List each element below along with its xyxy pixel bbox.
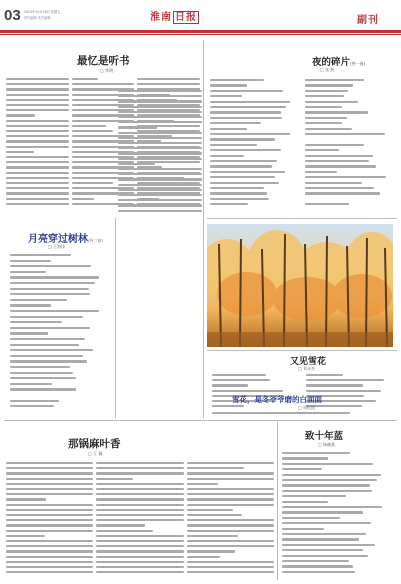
- text-line: [10, 276, 99, 278]
- text-line: [10, 254, 71, 256]
- text-line: [6, 192, 69, 194]
- text-line: [118, 137, 202, 139]
- text-line: [212, 412, 350, 414]
- text-line: [118, 168, 202, 170]
- article-body: [6, 462, 274, 580]
- text-line: [6, 203, 69, 205]
- header-red-rule: [0, 30, 401, 33]
- text-line: [210, 79, 264, 81]
- text-line: [96, 566, 183, 568]
- text-line: [118, 163, 155, 165]
- article-author: □ 杨晓燕: [318, 442, 336, 447]
- text-line: [305, 90, 349, 92]
- text-line: [6, 535, 45, 537]
- newspaper-logo: 淮南 日报: [150, 12, 197, 23]
- text-line: [6, 114, 35, 116]
- text-line: [305, 117, 347, 119]
- text-line: [305, 155, 373, 157]
- text-line: [212, 374, 266, 376]
- text-line: [6, 109, 69, 111]
- header-thin-rule: [0, 34, 401, 35]
- text-line: [282, 506, 382, 508]
- text-line: [118, 147, 202, 149]
- text-line: [118, 116, 202, 118]
- text-line: [6, 130, 69, 132]
- text-line: [306, 384, 364, 386]
- article-author: □ 王 薇: [88, 451, 103, 456]
- text-line: [96, 509, 183, 511]
- text-line: [187, 561, 274, 563]
- text-line: [118, 121, 202, 123]
- text-line: [282, 468, 322, 470]
- text-line: [10, 405, 54, 407]
- text-line: [10, 349, 93, 351]
- text-line: [282, 533, 366, 535]
- text-line: [10, 271, 46, 273]
- text-line: [6, 509, 93, 511]
- text-line: [72, 125, 107, 127]
- text-line: [210, 187, 264, 189]
- text-line: [6, 483, 93, 485]
- column-divider: [277, 422, 278, 580]
- text-line: [282, 457, 328, 459]
- text-line: [118, 210, 202, 212]
- text-line: [118, 142, 202, 144]
- text-line: [187, 504, 274, 506]
- text-line: [6, 104, 69, 106]
- text-line: [96, 524, 144, 526]
- text-line: [96, 519, 183, 521]
- text-line: [187, 483, 218, 485]
- text-line: [305, 95, 344, 97]
- text-line: [305, 84, 353, 86]
- text-line: [210, 144, 257, 146]
- text-line: [96, 561, 183, 563]
- text-line: [96, 556, 183, 558]
- text-line: [6, 151, 34, 153]
- trees-illustration: [207, 224, 393, 347]
- text-line: [6, 556, 93, 558]
- text-line: [10, 377, 76, 379]
- text-line: [210, 128, 247, 130]
- text-line: [6, 135, 69, 137]
- text-line: [6, 177, 69, 179]
- text-line: [282, 463, 373, 465]
- text-line: [305, 79, 364, 81]
- article-author: □ 王海涛: [48, 244, 66, 249]
- editor-line: 责任编辑 美术编辑: [24, 16, 51, 20]
- article-title: 最忆是听书: [77, 55, 130, 67]
- text-line: [187, 488, 274, 490]
- text-line: [187, 478, 274, 480]
- text-line: [6, 156, 69, 158]
- text-line: [305, 144, 364, 146]
- text-line: [96, 545, 183, 547]
- text-line: [6, 472, 93, 474]
- text-line: [187, 571, 274, 573]
- date-line: 2024年10月18日 星期五: [24, 10, 61, 14]
- text-line: [282, 528, 324, 530]
- poem-body: [10, 254, 112, 416]
- text-line: [210, 106, 286, 108]
- text-line: [305, 165, 376, 167]
- text-line: [305, 203, 349, 205]
- text-line: [118, 178, 202, 180]
- text-line: [96, 535, 183, 537]
- text-line: [210, 176, 275, 178]
- text-line: [72, 78, 98, 80]
- text-line: [96, 530, 153, 532]
- article-title: 致十年蓝: [305, 431, 344, 442]
- text-line: [6, 462, 93, 464]
- article-title: 夜的碎片(外一首): [312, 57, 366, 68]
- poem-body: [282, 452, 396, 580]
- page-number: 03: [4, 7, 21, 24]
- text-line: [282, 555, 368, 557]
- text-line: [96, 472, 183, 474]
- text-line: [187, 493, 274, 495]
- text-line: [282, 479, 377, 481]
- text-line: [187, 498, 274, 500]
- text-line: [305, 176, 386, 178]
- text-line: [6, 88, 69, 90]
- text-line: [210, 95, 242, 97]
- text-line: [72, 182, 113, 184]
- text-line: [118, 189, 202, 191]
- text-line: [96, 493, 183, 495]
- text-line: [118, 199, 202, 201]
- text-line: [282, 565, 353, 567]
- text-line: [210, 165, 272, 167]
- text-line: [6, 488, 93, 490]
- text-line: [6, 478, 93, 480]
- text-line: [210, 138, 275, 140]
- text-line: [10, 388, 76, 390]
- text-line: [10, 355, 83, 357]
- text-line: [6, 566, 93, 568]
- text-line: [212, 405, 244, 407]
- text-line: [96, 498, 183, 500]
- text-line: [118, 126, 157, 128]
- text-line: [6, 504, 93, 506]
- text-line: [282, 490, 372, 492]
- text-line: [6, 514, 93, 516]
- text-line: [10, 360, 87, 362]
- text-line: [6, 187, 69, 189]
- text-line: [96, 504, 183, 506]
- text-line: [96, 514, 183, 516]
- text-line: [96, 540, 183, 542]
- text-line: [282, 517, 340, 519]
- text-line: [96, 467, 183, 469]
- text-line: [6, 198, 69, 200]
- poem-body: [212, 412, 396, 420]
- text-line: [10, 282, 95, 284]
- text-line: [187, 514, 242, 516]
- text-line: [305, 192, 380, 194]
- text-line: [306, 374, 344, 376]
- text-line: [210, 90, 283, 92]
- text-line: [187, 540, 274, 542]
- text-line: [210, 122, 261, 124]
- text-line: [6, 172, 69, 174]
- text-line: [6, 524, 93, 526]
- text-line: [10, 327, 90, 329]
- text-line: [96, 462, 183, 464]
- section-title: 副刊: [357, 15, 379, 26]
- text-line: [6, 146, 69, 148]
- article-author: □ 张 帆: [320, 67, 335, 72]
- text-line: [305, 111, 368, 113]
- text-line: [96, 483, 183, 485]
- text-line: [10, 288, 89, 290]
- text-line: [118, 132, 202, 134]
- text-line: [96, 550, 183, 552]
- text-line: [212, 390, 283, 392]
- article-title: 月亮穿过树林(外二首): [28, 234, 104, 245]
- text-line: [210, 133, 290, 135]
- text-line: [6, 498, 46, 500]
- text-line: [10, 332, 48, 334]
- text-line: [187, 556, 220, 558]
- text-line: [305, 122, 342, 124]
- text-line: [6, 493, 93, 495]
- text-line: [305, 101, 359, 103]
- text-line: [282, 544, 375, 546]
- text-line: [306, 379, 385, 381]
- text-line: [10, 293, 90, 295]
- text-line: [10, 400, 59, 402]
- text-line: [210, 111, 281, 113]
- text-line: [187, 519, 274, 521]
- text-line: [212, 379, 270, 381]
- column-divider: [203, 40, 204, 418]
- text-line: [6, 99, 69, 101]
- text-line: [187, 566, 274, 568]
- text-line: [6, 166, 69, 168]
- text-line: [305, 187, 374, 189]
- text-line: [6, 550, 93, 552]
- text-line: [10, 265, 91, 267]
- text-line: [6, 467, 93, 469]
- text-line: [210, 84, 247, 86]
- text-line: [118, 90, 202, 92]
- text-line: [210, 160, 277, 162]
- text-line: [96, 571, 183, 573]
- article-title: 雪花，是冬爷爷磨的白面面: [232, 395, 322, 404]
- text-line: [6, 140, 69, 142]
- text-line: [96, 488, 183, 490]
- text-line: [118, 194, 202, 196]
- text-line: [187, 530, 274, 532]
- article-author: □ 李明: [100, 68, 114, 73]
- text-line: [6, 545, 93, 547]
- text-line: [282, 484, 370, 486]
- text-line: [210, 117, 282, 119]
- article-body: [118, 90, 202, 215]
- section-divider: [207, 350, 397, 351]
- text-line: [187, 535, 238, 537]
- text-line: [306, 390, 382, 392]
- text-line: [210, 171, 285, 173]
- article-title: 又见雪花: [290, 357, 327, 367]
- text-line: [118, 100, 202, 102]
- text-line: [187, 472, 274, 474]
- text-line: [118, 95, 202, 97]
- column-divider: [115, 218, 116, 418]
- text-line: [282, 549, 363, 551]
- text-line: [96, 478, 132, 480]
- text-line: [6, 161, 69, 163]
- text-line: [305, 133, 385, 135]
- text-line: [305, 106, 343, 108]
- text-line: [282, 501, 328, 503]
- text-line: [10, 316, 83, 318]
- page-header: [0, 0, 401, 34]
- text-line: [6, 519, 93, 521]
- text-line: [282, 452, 350, 454]
- text-line: [305, 149, 339, 151]
- text-line: [10, 338, 85, 340]
- text-line: [10, 299, 67, 301]
- text-line: [118, 111, 202, 113]
- text-line: [282, 571, 355, 573]
- text-line: [187, 545, 274, 547]
- text-line: [137, 83, 200, 85]
- text-line: [6, 540, 93, 542]
- text-line: [212, 384, 248, 386]
- text-line: [10, 372, 73, 374]
- text-line: [137, 78, 200, 80]
- text-line: [282, 495, 346, 497]
- text-line: [210, 192, 267, 194]
- text-line: [6, 561, 93, 563]
- text-line: [282, 511, 363, 513]
- text-line: [10, 310, 99, 312]
- article-author: □ 周纪国: [298, 405, 316, 410]
- text-line: [118, 204, 202, 206]
- text-line: [6, 182, 69, 184]
- text-line: [305, 160, 370, 162]
- text-line: [118, 106, 202, 108]
- text-line: [6, 120, 69, 122]
- text-line: [118, 152, 202, 154]
- text-line: [10, 383, 52, 385]
- text-line: [10, 260, 51, 262]
- text-line: [187, 550, 235, 552]
- text-line: [282, 474, 381, 476]
- text-line: [210, 182, 279, 184]
- text-line: [6, 571, 93, 573]
- text-line: [6, 83, 69, 85]
- text-line: [282, 522, 371, 524]
- section-divider: [207, 218, 397, 219]
- text-line: [305, 182, 363, 184]
- text-line: [72, 130, 113, 132]
- text-line: [305, 171, 338, 173]
- text-line: [187, 462, 274, 464]
- text-line: [118, 173, 202, 175]
- text-line: [210, 149, 281, 151]
- text-line: [187, 467, 245, 469]
- text-line: [187, 509, 233, 511]
- text-line: [6, 530, 93, 532]
- text-line: [6, 125, 69, 127]
- text-line: [6, 94, 69, 96]
- text-line: [118, 158, 202, 160]
- text-line: [210, 155, 244, 157]
- poem-body: [210, 79, 396, 214]
- text-line: [210, 198, 269, 200]
- text-line: [72, 198, 94, 200]
- text-line: [210, 203, 248, 205]
- text-line: [305, 128, 352, 130]
- text-line: [118, 184, 202, 186]
- text-line: [282, 538, 359, 540]
- autumn-trees-photo: [207, 224, 393, 347]
- text-line: [187, 524, 274, 526]
- text-line: [10, 321, 62, 323]
- article-title: 那锅麻叶香: [68, 438, 121, 450]
- section-divider: [4, 420, 397, 421]
- text-line: [10, 344, 79, 346]
- text-line: [10, 304, 51, 306]
- text-line: [72, 83, 135, 85]
- text-line: [282, 560, 349, 562]
- text-line: [10, 366, 70, 368]
- text-line: [6, 78, 69, 80]
- article-author: □ 刘永杰: [298, 366, 316, 371]
- text-line: [210, 101, 290, 103]
